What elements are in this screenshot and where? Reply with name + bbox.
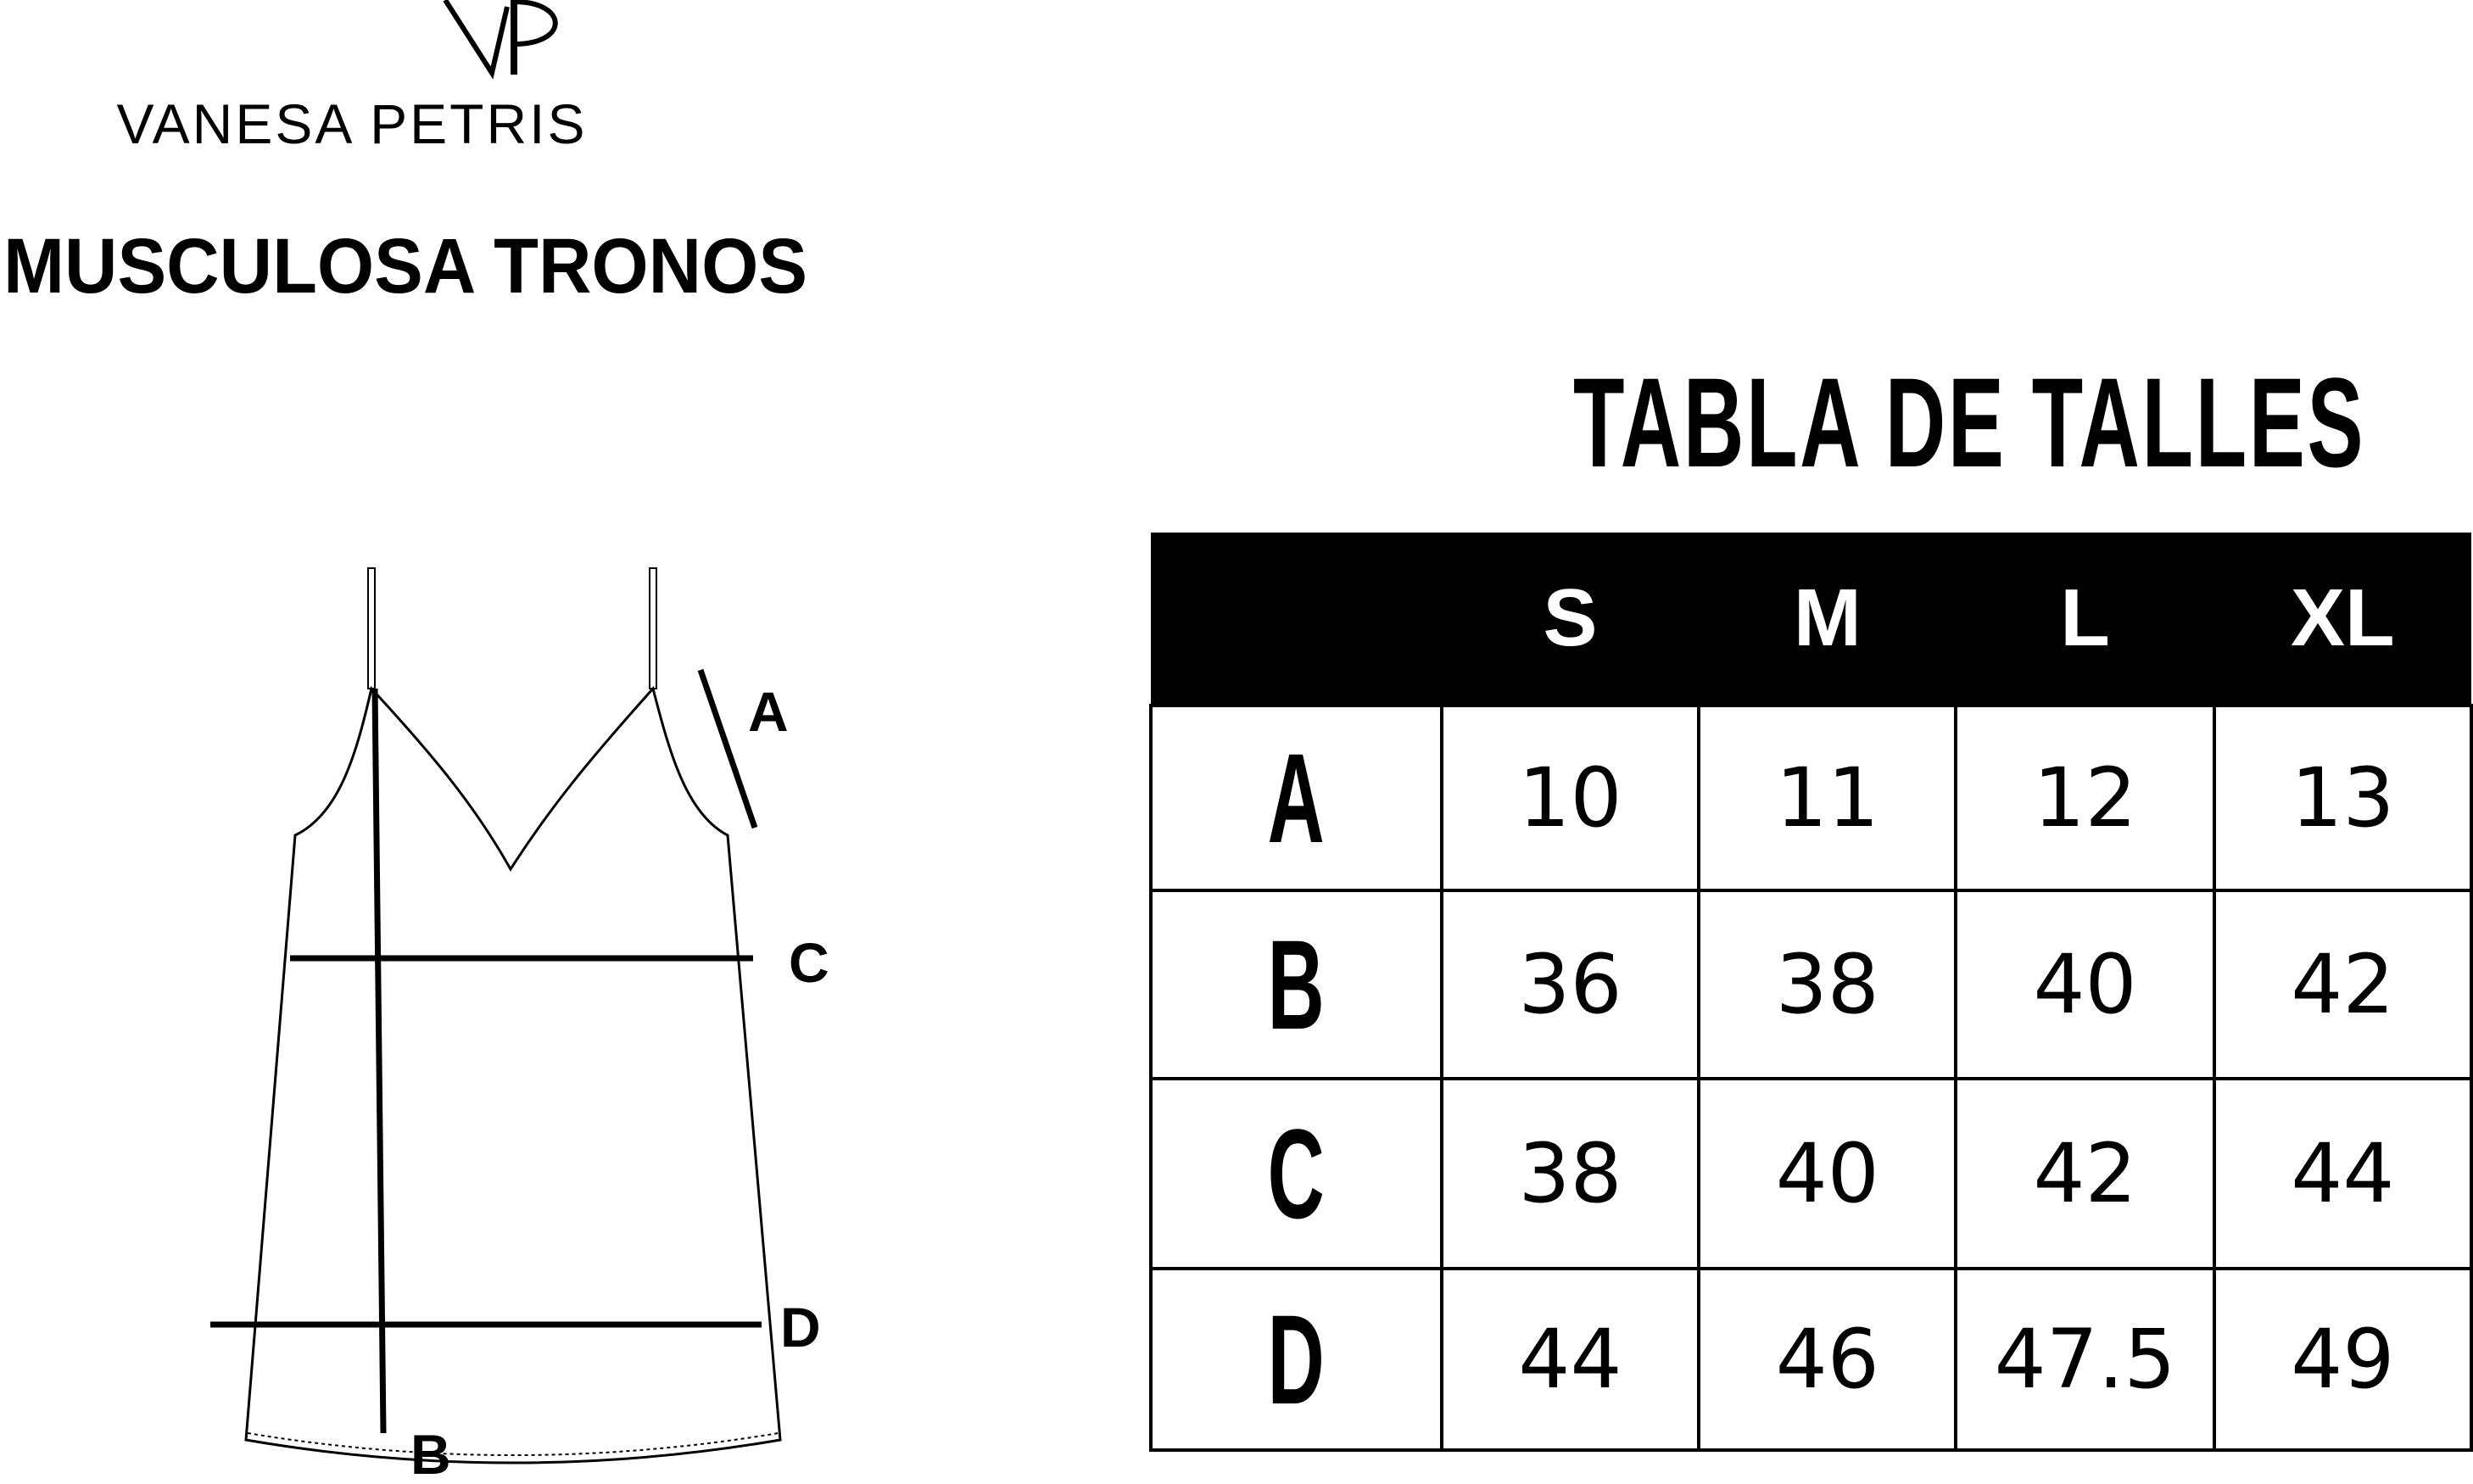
row-label: A (1151, 706, 1442, 890)
table-cell: 42 (2214, 890, 2471, 1079)
table-cell: 49 (2214, 1269, 2471, 1450)
garment-diagram (195, 543, 874, 1484)
header-empty (1151, 533, 1442, 706)
brand-name: VANESA PETRIS (116, 92, 588, 155)
row-label: B (1151, 890, 1442, 1079)
measure-label-a: A (748, 680, 789, 743)
size-header: L (1956, 533, 2213, 706)
table-row (1151, 890, 2471, 1079)
table-cell: 36 (1442, 890, 1699, 1079)
table-cell: 46 (1699, 1269, 1956, 1450)
table-cell: 40 (1956, 890, 2213, 1079)
size-table-title: TABLA DE TALLES (1573, 351, 2366, 494)
table-cell: 38 (1699, 890, 1956, 1079)
size-header: S (1442, 533, 1699, 706)
product-title: MUSCULOSA TRONOS (3, 223, 808, 310)
measure-label-b: B (410, 1423, 451, 1484)
measure-line-a (701, 670, 755, 828)
table-cell: 44 (1442, 1269, 1699, 1450)
table-row (1151, 1079, 2471, 1269)
table-cell: 10 (1442, 706, 1699, 890)
measure-label-d: D (780, 1296, 821, 1358)
size-header: M (1699, 533, 1956, 706)
table-cell: 38 (1442, 1079, 1699, 1269)
table-cell: 47.5 (1956, 1269, 2213, 1450)
left-strap (368, 568, 375, 689)
table-cell: 11 (1699, 706, 1956, 890)
size-header: XL (2214, 533, 2471, 706)
size-header-row (1151, 533, 2471, 706)
table-row (1151, 1269, 2471, 1450)
table-cell: 44 (2214, 1079, 2471, 1269)
measure-label-c: C (789, 931, 829, 994)
size-table (1149, 533, 2473, 1452)
vp-monogram-logo (322, 0, 594, 85)
table-cell: 40 (1699, 1079, 1956, 1269)
measure-line-b (375, 689, 383, 1433)
table-cell: 12 (1956, 706, 2213, 890)
right-strap (650, 568, 656, 689)
row-label: D (1151, 1269, 1442, 1450)
table-cell: 42 (1956, 1079, 2213, 1269)
tank-top-outline (246, 689, 780, 1463)
table-cell: 13 (2214, 706, 2471, 890)
table-row (1151, 706, 2471, 890)
row-label: C (1151, 1079, 1442, 1269)
